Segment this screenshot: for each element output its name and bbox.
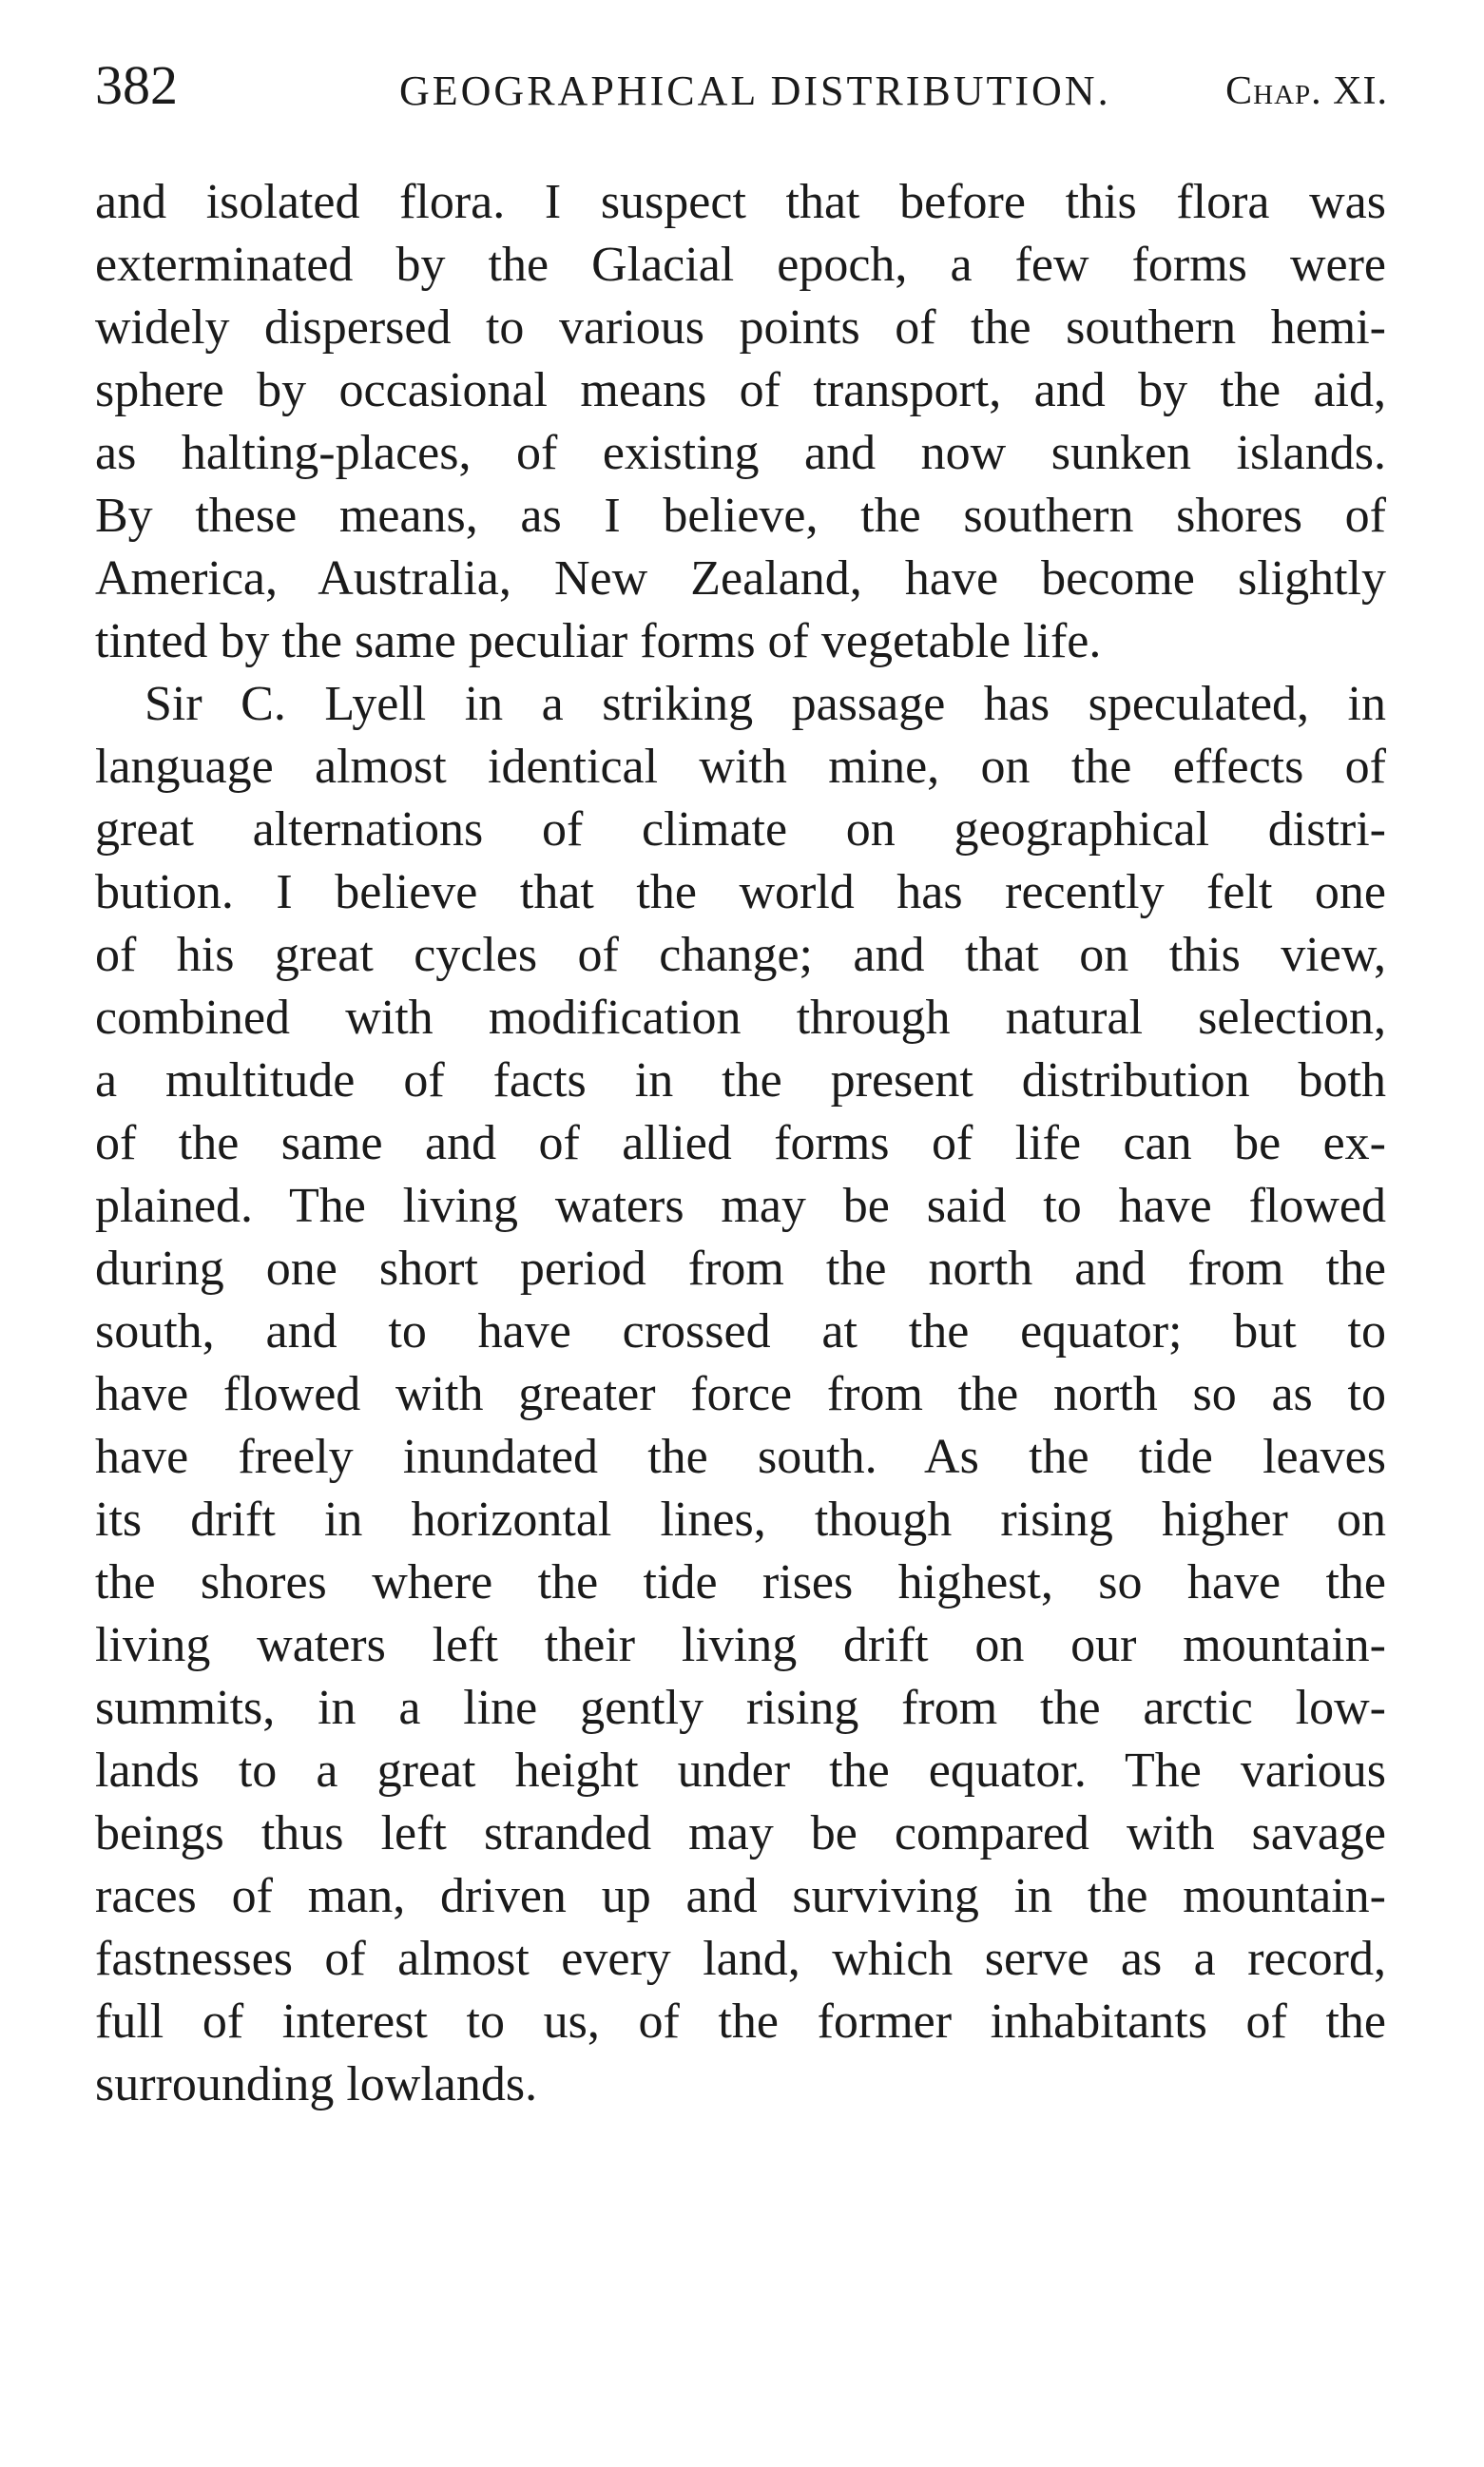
text-line: By these means, as I believe, the southern shores of: [95, 489, 1386, 543]
text-line: summits, in a line gently rising from the arctic low-: [95, 1681, 1386, 1735]
text-line: beings thus left stranded may be compared with savage: [95, 1806, 1386, 1860]
text-line: language almost identical with mine, on the effects of: [95, 740, 1386, 794]
text-line: America, Australia, New Zealand, have become slightly: [95, 551, 1386, 606]
text-line: surrounding lowlands.: [95, 2057, 538, 2111]
running-title: GEOGRAPHICAL DISTRIBUTION.: [399, 67, 1111, 114]
chapter-label: Chap. XI.: [1225, 69, 1388, 113]
page-number: 382: [95, 54, 178, 116]
text-line: great alternations of climate on geographical distri-: [95, 802, 1386, 857]
body-text: [95, 171, 1386, 2116]
paragraph-2: [95, 673, 1386, 2116]
text-line: of his great cycles of change; and that on this view,: [95, 928, 1386, 982]
text-line: exterminated by the Glacial epoch, a few forms were: [95, 238, 1386, 292]
text-line: living waters left their living drift on our mountain-: [95, 1618, 1386, 1672]
text-line: bution. I believe that the world has recently felt one: [95, 865, 1386, 919]
text-line: combined with modification through natural selection,: [95, 991, 1386, 1045]
text-line: have freely inundated the south. As the tide leaves: [95, 1430, 1386, 1484]
text-line: sphere by occasional means of transport, and by the aid,: [95, 363, 1386, 417]
paragraph-1: [95, 171, 1386, 673]
text-line: plained. The living waters may be said to have flowed: [95, 1179, 1386, 1233]
text-line: tinted by the same peculiar forms of vegetable life.: [95, 614, 1102, 668]
text-line: lands to a great height under the equator. The various: [95, 1744, 1386, 1798]
running-head: [95, 48, 1388, 124]
text-line: full of interest to us, of the former inhabitants of the: [95, 1995, 1386, 2049]
text-line: races of man, driven up and surviving in the mountain-: [95, 1869, 1386, 1923]
text-line: the shores where the tide rises highest, so have the: [95, 1555, 1386, 1609]
text-line: of the same and of allied forms of life can be ex-: [95, 1116, 1386, 1170]
text-line: have flowed with greater force from the north so as to: [95, 1367, 1386, 1421]
text-line: and isolated flora. I suspect that before this flora was: [95, 175, 1386, 229]
text-line: Sir C. Lyell in a striking passage has speculated, in: [145, 677, 1386, 731]
text-line: a multitude of facts in the present distribution both: [95, 1053, 1386, 1108]
text-line: during one short period from the north and from the: [95, 1242, 1386, 1296]
text-line: its drift in horizontal lines, though rising higher on: [95, 1493, 1386, 1547]
text-line: as halting-places, of existing and now sunken islands.: [95, 426, 1386, 480]
text-line: fastnesses of almost every land, which serve as a record,: [95, 1932, 1386, 1986]
text-line: widely dispersed to various points of the southern hemi-: [95, 300, 1386, 355]
text-line: south, and to have crossed at the equator; but to: [95, 1304, 1386, 1359]
